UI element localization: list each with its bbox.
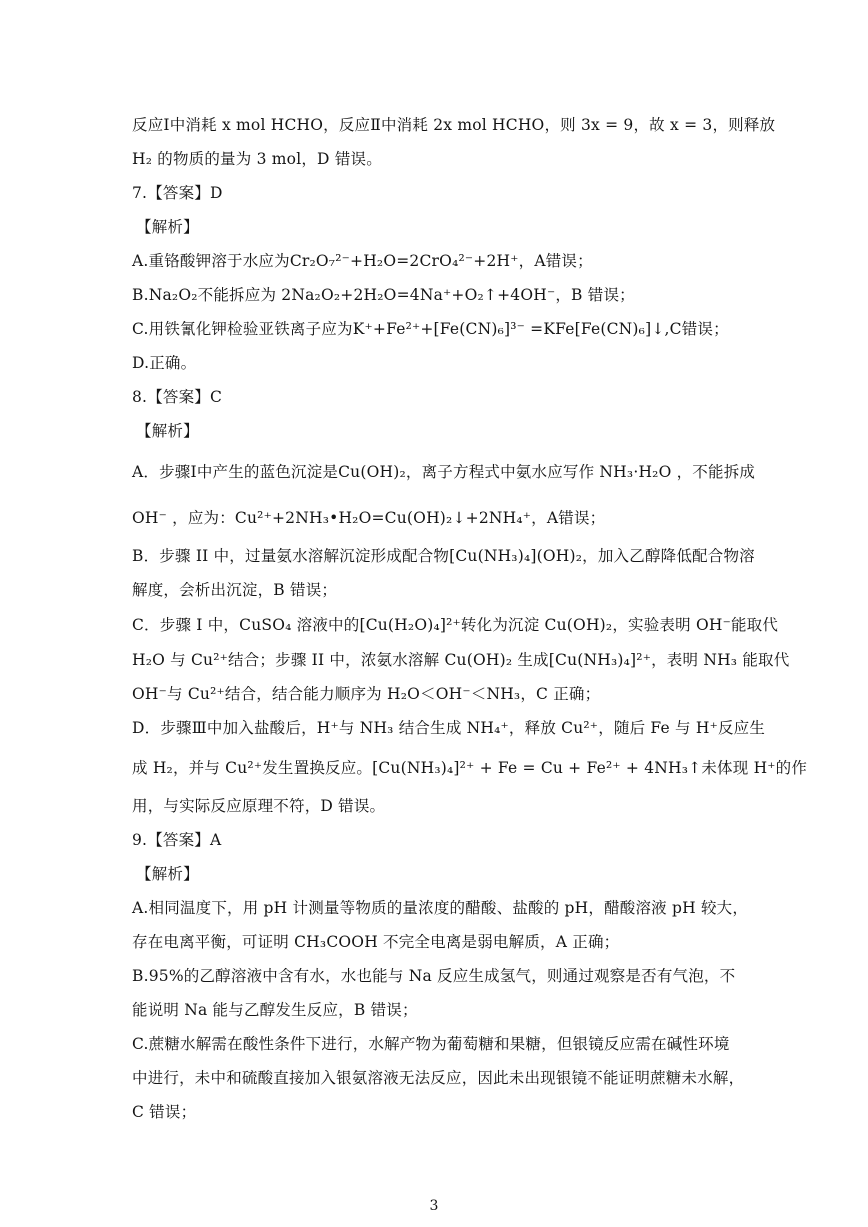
text-line: OH⁻ ，应为：Cu²⁺+2NH₃•H₂O=Cu(OH)₂↓+2NH₄⁺，A错误；: [132, 509, 606, 527]
text-line: C.蔗糖水解需在酸性条件下进行，水解产物为葡萄糖和果糖，但银镜反应需在碱性环境: [132, 1035, 730, 1053]
analysis-heading: 【解析】: [136, 865, 199, 883]
text-line: B.Na₂O₂不能拆应为 2Na₂O₂+2H₂O=4Na⁺+O₂↑+4OH⁻，B 错误；: [132, 286, 635, 304]
text-line: B.95%的乙醇溶液中含有水，水也能与 Na 反应生成氢气，则通过观察是否有气泡，不: [132, 967, 736, 985]
text-line: C．步骤 I 中，CuSO₄ 溶液中的[Cu(H₂O)₄]²⁺转化为沉淀 Cu(OH)₂，实验表明 OH⁻能取代: [132, 616, 779, 634]
answer-heading: 7.【答案】D: [132, 184, 223, 202]
text-line: H₂ 的物质的量为 3 mol，D 错误。: [132, 150, 382, 168]
answer-heading: 8.【答案】C: [132, 388, 223, 406]
text-line: A.相同温度下，用 pH 计测量等物质的量浓度的醋酸、盐酸的 pH，醋酸溶液 pH 较大，: [132, 899, 749, 917]
text-line: 反应Ⅰ中消耗 x mol HCHO，反应Ⅱ中消耗 2x mol HCHO，则 3x = 9，故 x = 3，则释放: [132, 116, 776, 134]
text-line: B．步骤 II 中，过量氨水溶解沉淀形成配合物[Cu(NH₃)₄](OH)₂，加入乙醇降低配合物溶: [132, 547, 755, 565]
text-line: C 错误；: [132, 1103, 197, 1121]
text-line: 解度，会析出沉淀，B 错误；: [132, 581, 338, 599]
analysis-heading: 【解析】: [136, 422, 199, 440]
text-line: C.用铁氰化钾检验亚铁离子应为K⁺+Fe²⁺+[Fe(CN)₆]³⁻ =KFe[Fe(CN)₆]↓,C错误；: [132, 320, 729, 338]
text-line: A.重铬酸钾溶于水应为Cr₂O₇²⁻+H₂O=2CrO₄²⁻+2H⁺，A错误；: [132, 252, 593, 270]
text-line: 成 H₂，并与 Cu²⁺发生置换反应。[Cu(NH₃)₄]²⁺ + Fe = Cu + Fe²⁺ + 4NH₃↑未体现 H⁺的作: [132, 759, 808, 777]
text-line: H₂O 与 Cu²⁺结合；步骤 II 中，浓氨水溶解 Cu(OH)₂ 生成[Cu(NH₃)₄]²⁺，表明 NH₃ 能取代: [132, 651, 790, 669]
text-line: 能说明 Na 能与乙醇发生反应，B 错误；: [132, 1001, 418, 1019]
text-line: 存在电离平衡，可证明 CH₃COOH 不完全电离是弱电解质，A 正确；: [132, 933, 620, 951]
analysis-heading: 【解析】: [136, 218, 199, 236]
answer-heading: 9.【答案】A: [132, 831, 222, 849]
text-line: D．步骤Ⅲ中加入盐酸后，H⁺与 NH₃ 结合生成 NH₄⁺，释放 Cu²⁺，随后 Fe 与 H⁺反应生: [132, 719, 766, 737]
text-line: OH⁻与 Cu²⁺结合，结合能力顺序为 H₂O＜OH⁻＜NH₃，C 正确；: [132, 685, 601, 703]
page-number: 3: [429, 1198, 439, 1214]
text-line: 中进行，未中和硫酸直接加入银氨溶液无法反应，因此未出现银镜不能证明蔗糖未水解，: [132, 1069, 745, 1087]
text-line: A．步骤Ⅰ中产生的蓝色沉淀是Cu(OH)₂，离子方程式中氨水应写作 NH₃·H₂O ，不能拆成: [132, 463, 756, 481]
text-line: 用，与实际反应原理不符，D 错误。: [132, 797, 386, 815]
text-line: D.正确。: [132, 354, 197, 372]
